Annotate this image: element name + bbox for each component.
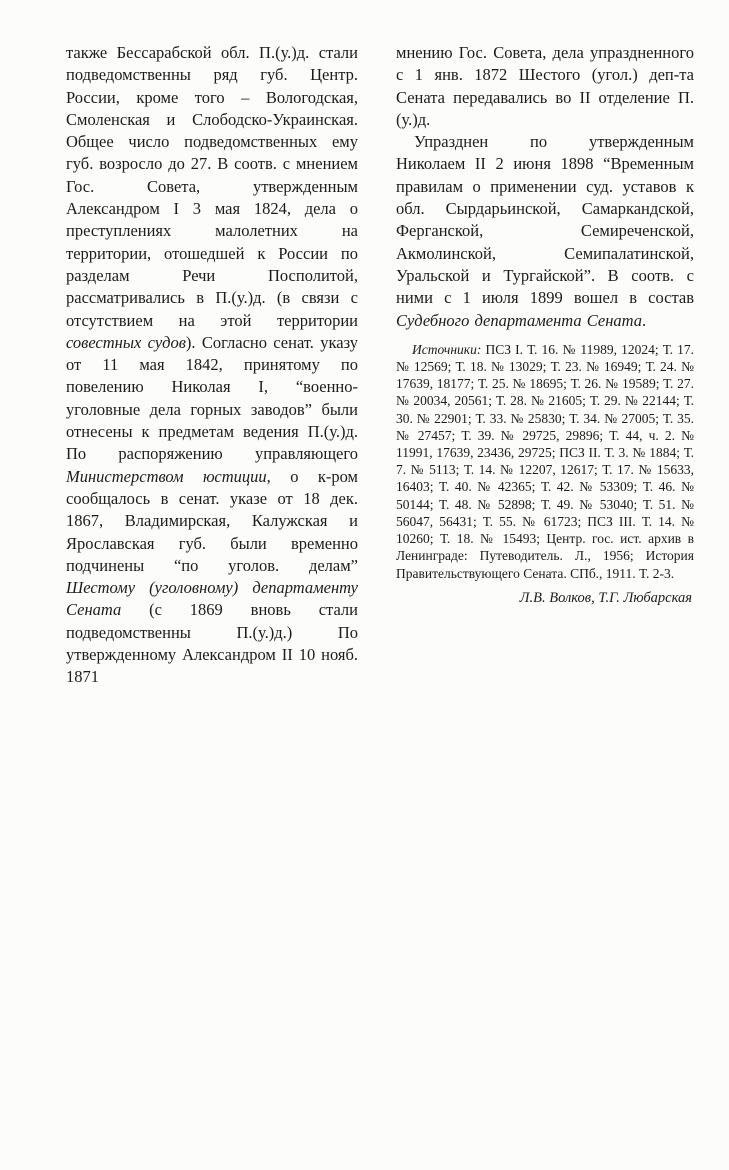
sources-label: Источники: bbox=[412, 341, 482, 357]
text-run-italic: Министерством юстиции bbox=[66, 466, 267, 486]
right-column bbox=[396, 42, 694, 689]
text-run: , о к-ром сообщалось в сенат. указе от 18 дек. 1867, Владимирская, Калужская и Ярославская губ. были временно подчинены “по уголов. делам” bbox=[66, 466, 359, 575]
text-run: ). Согласно сенат. указу от 11 мая 1842, принятому по повелению Николая I, “военно-уголовные дела горных заводов” были отнесены к предметам ведения П.(у.)д. По распоряжению управляющего bbox=[66, 332, 358, 464]
text-run: (с 1869 вновь стали подведомственны П.(у.)д.) По утвержденному Александром II 10 нояб. 1871 bbox=[66, 600, 358, 687]
text-run: мнению Гос. Совета, дела упраздненного с 1 янв. 1872 Шестого (угол.) деп-та Сената передавались во II отделение П.(у.)д. bbox=[396, 43, 694, 129]
text-run-italic: Судебного департамента Сената bbox=[396, 310, 643, 330]
left-column bbox=[66, 42, 358, 689]
text-run-italic: Шестому (уголовному) департаменту Сената bbox=[66, 578, 358, 620]
text-run: также Бессарабской обл. П.(у.)д. стали подведомственны ряд губ. Центр. России, кроме того – Вологодская, Смоленская и Слободско-Украинская. Общее число подведомственных ему губ. возросло до 27. В соотв. с мнением Гос. Совета, утвержденным Александром I 3 мая 1824, дела о преступлениях малолетних на территории, отошедшей к России по разделам Речи Посполитой, рассматривались в П.(у.)д. (в связи с отсутствием на этой территории bbox=[66, 43, 358, 330]
left-paragraph bbox=[66, 42, 358, 689]
text-run-italic: совестных судов bbox=[66, 332, 186, 352]
sources-list: ПСЗ I. Т. 16. № 11989, 12024; Т. 17. № 12569; Т. 18. № 13029; Т. 23. № 16949; Т. 24. № 17639, 18177; Т. 25. № 18695; Т. 26. № 19589; Т. 27. № 20034, 20561; Т. 28. № 21605; Т. 29. № 22144; Т. 30. № 22901; Т. 33. № 25830; Т. 34. № 27005; Т. 35. № 27457; Т. 39. № 29725, 29896; Т. 44, ч. 2. № 11991, 17639, 23436, 29725; ПСЗ II. Т. 3. № 1884; Т. 7. № 5113; Т. 14. № 12207, 12617; Т. 17. № 15633, 16403; Т. 40. № 42365; Т. 42. № 53309; Т. 46. № 50144; Т. 48. № 52898; Т. 49. № 53040; Т. 51. № 56047, 56431; Т. 55. № 61723; ПСЗ III. Т. 14. № 10260; Т. 18. № 15493; Центр. гос. ист. архив в Ленинграде: Путеводитель. Л., 1956; История Правительствующего Сената. СПб., 1911. Т. 2-3. bbox=[396, 341, 694, 581]
text-run: Упразднен по утвержденным Николаем II 2 июня 1898 “Временным правилам о применении суд. уставов к обл. Сырдарьинской, Самаркандской, Ферганской, Семиреченской, Акмолинской, Семипалатинской, Уральской и Тургайской”. В соотв. с ними с 1 июля 1899 вошел в состав bbox=[396, 132, 694, 308]
two-column-layout bbox=[66, 42, 694, 689]
sources-paragraph bbox=[396, 341, 694, 582]
text-run: . bbox=[642, 310, 647, 330]
right-paragraph-continuation bbox=[396, 42, 694, 131]
right-paragraph-abolition bbox=[396, 131, 694, 332]
authors-line: Л.В. Волков, Т.Г. Любарская bbox=[519, 589, 692, 606]
